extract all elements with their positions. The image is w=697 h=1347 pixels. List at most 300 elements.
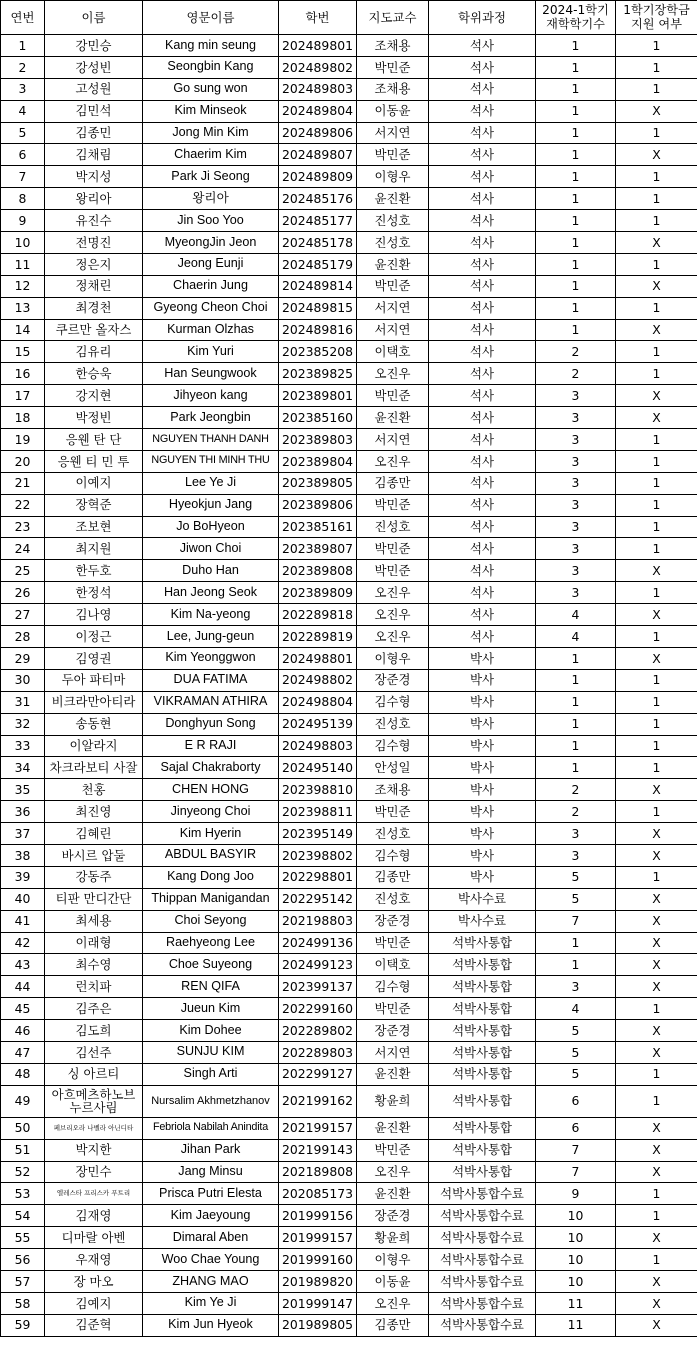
cell-english-name: Jeong Eunji [143, 253, 279, 275]
cell-degree: 석박사통합수료 [429, 1205, 536, 1227]
cell-english-name: Han Seungwook [143, 363, 279, 385]
cell-student-id: 202199143 [279, 1139, 357, 1161]
cell-name: 비크라만아티라 [45, 691, 143, 713]
cell-name: 런치파 [45, 976, 143, 998]
cell-degree: 석사 [429, 122, 536, 144]
cell-scholarship: 1 [616, 998, 697, 1020]
cell-student-id: 202389804 [279, 450, 357, 472]
cell-no: 25 [1, 560, 45, 582]
cell-degree: 석사 [429, 560, 536, 582]
cell-english-name: Kim Minseok [143, 100, 279, 122]
cell-no: 23 [1, 516, 45, 538]
cell-no: 6 [1, 144, 45, 166]
cell-name: 최경천 [45, 297, 143, 319]
header-cell-name: 이름 [45, 1, 143, 35]
cell-advisor: 서지연 [357, 297, 429, 319]
cell-scholarship: X [616, 888, 697, 910]
table-row [1, 954, 697, 976]
cell-degree: 석박사통합수료 [429, 1292, 536, 1314]
cell-name: 김재영 [45, 1205, 143, 1227]
cell-advisor: 조채용 [357, 78, 429, 100]
table-row [1, 516, 697, 538]
cell-name: 장혁준 [45, 494, 143, 516]
cell-name: 정은지 [45, 253, 143, 275]
cell-student-id: 202389801 [279, 385, 357, 407]
cell-advisor: 윤진환 [357, 253, 429, 275]
cell-english-name: NGUYEN THI MINH THU [143, 450, 279, 472]
cell-semesters: 1 [536, 954, 616, 976]
cell-name: 김영권 [45, 647, 143, 669]
cell-degree: 석박사통합수료 [429, 1227, 536, 1249]
cell-student-id: 202498802 [279, 669, 357, 691]
table-row [1, 669, 697, 691]
table-row [1, 976, 697, 998]
cell-no: 29 [1, 647, 45, 669]
cell-degree: 석사 [429, 275, 536, 297]
cell-scholarship: 1 [616, 297, 697, 319]
cell-english-name: Sajal Chakraborty [143, 757, 279, 779]
cell-degree: 석박사통합 [429, 1139, 536, 1161]
cell-no: 40 [1, 888, 45, 910]
cell-no: 11 [1, 253, 45, 275]
cell-name: 유진수 [45, 210, 143, 232]
cell-english-name: Go sung won [143, 78, 279, 100]
cell-scholarship: X [616, 604, 697, 626]
cell-scholarship: 1 [616, 472, 697, 494]
cell-semesters: 1 [536, 319, 616, 341]
cell-scholarship: X [616, 1020, 697, 1042]
cell-semesters: 3 [536, 976, 616, 998]
cell-no: 9 [1, 210, 45, 232]
cell-semesters: 10 [536, 1205, 616, 1227]
cell-semesters: 3 [536, 844, 616, 866]
cell-no: 56 [1, 1249, 45, 1271]
table-row [1, 801, 697, 823]
cell-student-id: 202499136 [279, 932, 357, 954]
cell-no: 5 [1, 122, 45, 144]
cell-scholarship: 1 [616, 713, 697, 735]
table-row [1, 319, 697, 341]
table-row [1, 385, 697, 407]
cell-degree: 석사 [429, 232, 536, 254]
header-cell-advisor: 지도교수 [357, 1, 429, 35]
table-row [1, 407, 697, 429]
cell-semesters: 2 [536, 779, 616, 801]
cell-student-id: 202485177 [279, 210, 357, 232]
cell-english-name: Febriola Nabilah Anindita [143, 1117, 279, 1139]
table-row [1, 1020, 697, 1042]
cell-degree: 석박사통합수료 [429, 1249, 536, 1271]
cell-scholarship: 1 [616, 1183, 697, 1205]
cell-degree: 석박사통합 [429, 1117, 536, 1139]
cell-scholarship: 1 [616, 341, 697, 363]
cell-degree: 석사 [429, 253, 536, 275]
cell-student-id: 202389809 [279, 582, 357, 604]
cell-semesters: 1 [536, 210, 616, 232]
cell-degree: 박사 [429, 866, 536, 888]
cell-semesters: 9 [536, 1183, 616, 1205]
cell-student-id: 202489804 [279, 100, 357, 122]
table-row [1, 1270, 697, 1292]
cell-english-name: Han Jeong Seok [143, 582, 279, 604]
cell-student-id: 201999156 [279, 1205, 357, 1227]
table-row [1, 626, 697, 648]
table-row [1, 341, 697, 363]
cell-name: 김채림 [45, 144, 143, 166]
table-row [1, 1249, 697, 1271]
table-row [1, 144, 697, 166]
cell-english-name: Park Jeongbin [143, 407, 279, 429]
cell-degree: 석사 [429, 144, 536, 166]
cell-no: 53 [1, 1183, 45, 1205]
cell-english-name: Kim Dohee [143, 1020, 279, 1042]
cell-english-name: Woo Chae Young [143, 1249, 279, 1271]
table-row [1, 757, 697, 779]
cell-advisor: 이형우 [357, 1249, 429, 1271]
cell-semesters: 5 [536, 888, 616, 910]
table-row [1, 363, 697, 385]
cell-advisor: 김종만 [357, 866, 429, 888]
cell-english-name: Kim Na-yeong [143, 604, 279, 626]
header-cell-no: 연번 [1, 1, 45, 35]
cell-english-name: ABDUL BASYIR [143, 844, 279, 866]
cell-name: 응웬 티 민 투 [45, 450, 143, 472]
header-cell-scholarship: 1학기장학금 지원 여부 [616, 1, 697, 35]
cell-student-id: 202298801 [279, 866, 357, 888]
cell-advisor: 장준경 [357, 1020, 429, 1042]
cell-english-name: Lee, Jung-geun [143, 626, 279, 648]
cell-name: 김민석 [45, 100, 143, 122]
cell-no: 3 [1, 78, 45, 100]
cell-english-name: Jang Minsu [143, 1161, 279, 1183]
cell-degree: 박사 [429, 801, 536, 823]
cell-advisor: 진성호 [357, 713, 429, 735]
cell-no: 31 [1, 691, 45, 713]
cell-name: 차크라보티 사잘 [45, 757, 143, 779]
cell-english-name: DUA FATIMA [143, 669, 279, 691]
cell-scholarship: 1 [616, 538, 697, 560]
table-row [1, 538, 697, 560]
table-row [1, 35, 697, 57]
cell-scholarship: X [616, 275, 697, 297]
cell-student-id: 202389808 [279, 560, 357, 582]
cell-student-id: 201999160 [279, 1249, 357, 1271]
cell-no: 41 [1, 910, 45, 932]
table-row [1, 297, 697, 319]
cell-degree: 석사 [429, 56, 536, 78]
cell-name: 한정석 [45, 582, 143, 604]
cell-advisor: 장준경 [357, 1205, 429, 1227]
cell-scholarship: X [616, 1227, 697, 1249]
cell-student-id: 202389825 [279, 363, 357, 385]
cell-english-name: Kim Ye Ji [143, 1292, 279, 1314]
cell-name: 최진영 [45, 801, 143, 823]
cell-no: 18 [1, 407, 45, 429]
cell-english-name: Jihyeon kang [143, 385, 279, 407]
cell-name: 정채린 [45, 275, 143, 297]
cell-scholarship: X [616, 910, 697, 932]
cell-advisor: 김수형 [357, 691, 429, 713]
cell-advisor: 오진우 [357, 604, 429, 626]
cell-scholarship: X [616, 319, 697, 341]
table-row [1, 823, 697, 845]
cell-advisor: 황윤희 [357, 1227, 429, 1249]
cell-no: 42 [1, 932, 45, 954]
cell-no: 54 [1, 1205, 45, 1227]
cell-advisor: 오진우 [357, 582, 429, 604]
cell-advisor: 윤진환 [357, 1183, 429, 1205]
cell-student-id: 202199157 [279, 1117, 357, 1139]
cell-advisor: 박민준 [357, 56, 429, 78]
cell-name: 페브리오라 나벨라 아닌디타 [45, 1117, 143, 1139]
cell-semesters: 1 [536, 297, 616, 319]
cell-advisor: 진성호 [357, 232, 429, 254]
cell-semesters: 3 [536, 516, 616, 538]
cell-no: 58 [1, 1292, 45, 1314]
cell-scholarship: 1 [616, 363, 697, 385]
cell-degree: 박사 [429, 757, 536, 779]
cell-degree: 박사수료 [429, 888, 536, 910]
cell-degree: 석사 [429, 429, 536, 451]
cell-semesters: 1 [536, 757, 616, 779]
cell-student-id: 202398811 [279, 801, 357, 823]
cell-advisor: 이형우 [357, 166, 429, 188]
cell-scholarship: X [616, 1270, 697, 1292]
cell-name: 이알라지 [45, 735, 143, 757]
cell-degree: 박사수료 [429, 910, 536, 932]
table-row [1, 78, 697, 100]
cell-student-id: 202489814 [279, 275, 357, 297]
cell-advisor: 이동윤 [357, 1270, 429, 1292]
cell-english-name: Nursalim Akhmetzhanov [143, 1085, 279, 1117]
cell-no: 30 [1, 669, 45, 691]
header-cell-student-id: 학번 [279, 1, 357, 35]
cell-advisor: 조채용 [357, 779, 429, 801]
cell-english-name: Hyeokjun Jang [143, 494, 279, 516]
cell-student-id: 202295142 [279, 888, 357, 910]
table-row [1, 1183, 697, 1205]
cell-student-id: 202489815 [279, 297, 357, 319]
cell-student-id: 201999147 [279, 1292, 357, 1314]
table-row [1, 1117, 697, 1139]
cell-no: 59 [1, 1314, 45, 1336]
cell-degree: 석박사통합 [429, 1041, 536, 1063]
table-row [1, 56, 697, 78]
cell-name: 최수영 [45, 954, 143, 976]
cell-student-id: 202289818 [279, 604, 357, 626]
cell-student-id: 202085173 [279, 1183, 357, 1205]
cell-student-id: 202485179 [279, 253, 357, 275]
cell-scholarship: X [616, 932, 697, 954]
cell-advisor: 김수형 [357, 844, 429, 866]
cell-advisor: 김수형 [357, 735, 429, 757]
cell-advisor: 오진우 [357, 1292, 429, 1314]
cell-student-id: 202289803 [279, 1041, 357, 1063]
cell-student-id: 202289802 [279, 1020, 357, 1042]
cell-advisor: 진성호 [357, 823, 429, 845]
cell-degree: 박사 [429, 669, 536, 691]
cell-english-name: 왕리아 [143, 188, 279, 210]
cell-student-id: 202489816 [279, 319, 357, 341]
cell-advisor: 박민준 [357, 998, 429, 1020]
cell-name: 이래형 [45, 932, 143, 954]
cell-student-id: 202385160 [279, 407, 357, 429]
cell-degree: 박사 [429, 713, 536, 735]
cell-degree: 석사 [429, 100, 536, 122]
cell-degree: 석사 [429, 604, 536, 626]
cell-scholarship: X [616, 954, 697, 976]
cell-english-name: Kim Jaeyoung [143, 1205, 279, 1227]
cell-scholarship: X [616, 976, 697, 998]
cell-scholarship: X [616, 232, 697, 254]
table-row [1, 779, 697, 801]
cell-name: 아흐메츠하노브 누르사림 [45, 1085, 143, 1117]
cell-no: 57 [1, 1270, 45, 1292]
cell-name: 디마랄 아벤 [45, 1227, 143, 1249]
cell-name: 박지한 [45, 1139, 143, 1161]
cell-english-name: Choe Suyeong [143, 954, 279, 976]
cell-english-name: Jinyeong Choi [143, 801, 279, 823]
cell-no: 2 [1, 56, 45, 78]
cell-english-name: REN QIFA [143, 976, 279, 998]
cell-degree: 석박사통합 [429, 1085, 536, 1117]
cell-advisor: 오진우 [357, 1161, 429, 1183]
cell-scholarship: X [616, 560, 697, 582]
cell-advisor: 김종만 [357, 472, 429, 494]
cell-english-name: Jihan Park [143, 1139, 279, 1161]
cell-no: 37 [1, 823, 45, 845]
cell-name: 김나영 [45, 604, 143, 626]
cell-semesters: 1 [536, 669, 616, 691]
cell-scholarship: X [616, 823, 697, 845]
cell-degree: 석사 [429, 472, 536, 494]
cell-degree: 박사 [429, 779, 536, 801]
cell-no: 47 [1, 1041, 45, 1063]
cell-student-id: 202299160 [279, 998, 357, 1020]
cell-scholarship: 1 [616, 669, 697, 691]
table-row [1, 604, 697, 626]
cell-advisor: 오진우 [357, 363, 429, 385]
cell-semesters: 1 [536, 100, 616, 122]
table-row [1, 910, 697, 932]
cell-student-id: 202398802 [279, 844, 357, 866]
cell-advisor: 윤진환 [357, 1063, 429, 1085]
cell-scholarship: 1 [616, 735, 697, 757]
cell-advisor: 김수형 [357, 976, 429, 998]
cell-scholarship: 1 [616, 1249, 697, 1271]
cell-english-name: Jo BoHyeon [143, 516, 279, 538]
cell-no: 26 [1, 582, 45, 604]
cell-student-id: 202399137 [279, 976, 357, 998]
cell-semesters: 4 [536, 626, 616, 648]
cell-semesters: 11 [536, 1292, 616, 1314]
cell-advisor: 서지연 [357, 429, 429, 451]
cell-scholarship: X [616, 1161, 697, 1183]
cell-scholarship: 1 [616, 56, 697, 78]
cell-english-name: Chaerin Jung [143, 275, 279, 297]
cell-student-id: 202495140 [279, 757, 357, 779]
cell-semesters: 5 [536, 866, 616, 888]
cell-advisor: 박민준 [357, 932, 429, 954]
cell-semesters: 3 [536, 429, 616, 451]
cell-english-name: NGUYEN THANH DANH [143, 429, 279, 451]
cell-student-id: 201989805 [279, 1314, 357, 1336]
cell-no: 28 [1, 626, 45, 648]
table-row [1, 472, 697, 494]
cell-english-name: Chaerim Kim [143, 144, 279, 166]
cell-student-id: 202489803 [279, 78, 357, 100]
cell-scholarship: 1 [616, 691, 697, 713]
table-row [1, 691, 697, 713]
cell-degree: 석박사통합 [429, 998, 536, 1020]
cell-semesters: 1 [536, 647, 616, 669]
cell-semesters: 7 [536, 1161, 616, 1183]
table-row [1, 560, 697, 582]
table-row [1, 1085, 697, 1117]
cell-advisor: 박민준 [357, 144, 429, 166]
cell-no: 50 [1, 1117, 45, 1139]
cell-semesters: 3 [536, 538, 616, 560]
table-body [1, 35, 697, 1337]
cell-no: 16 [1, 363, 45, 385]
cell-degree: 석사 [429, 35, 536, 57]
cell-no: 43 [1, 954, 45, 976]
cell-student-id: 202489802 [279, 56, 357, 78]
cell-english-name: Park Ji Seong [143, 166, 279, 188]
cell-english-name: Donghyun Song [143, 713, 279, 735]
cell-semesters: 1 [536, 932, 616, 954]
table-row [1, 253, 697, 275]
cell-advisor: 이택호 [357, 954, 429, 976]
cell-scholarship: X [616, 100, 697, 122]
cell-no: 19 [1, 429, 45, 451]
cell-english-name: Gyeong Cheon Choi [143, 297, 279, 319]
cell-semesters: 2 [536, 341, 616, 363]
cell-english-name: MyeongJin Jeon [143, 232, 279, 254]
cell-degree: 석사 [429, 582, 536, 604]
cell-scholarship: X [616, 1117, 697, 1139]
table-row [1, 1292, 697, 1314]
cell-semesters: 1 [536, 275, 616, 297]
cell-scholarship: 1 [616, 188, 697, 210]
cell-name: 강민승 [45, 35, 143, 57]
cell-scholarship: X [616, 1139, 697, 1161]
table-row [1, 582, 697, 604]
cell-semesters: 3 [536, 450, 616, 472]
cell-advisor: 장준경 [357, 910, 429, 932]
cell-english-name: Kurman Olzhas [143, 319, 279, 341]
cell-name: 김준혁 [45, 1314, 143, 1336]
cell-student-id: 202398810 [279, 779, 357, 801]
cell-english-name: Singh Arti [143, 1063, 279, 1085]
cell-name: 조보현 [45, 516, 143, 538]
cell-semesters: 10 [536, 1270, 616, 1292]
cell-student-id: 201989820 [279, 1270, 357, 1292]
table-row [1, 100, 697, 122]
cell-name: 김예지 [45, 1292, 143, 1314]
cell-semesters: 2 [536, 801, 616, 823]
cell-english-name: Duho Han [143, 560, 279, 582]
cell-semesters: 5 [536, 1063, 616, 1085]
cell-scholarship: 1 [616, 210, 697, 232]
cell-semesters: 3 [536, 823, 616, 845]
cell-degree: 석사 [429, 341, 536, 363]
header-cell-semesters: 2024-1학기 재학학기수 [536, 1, 616, 35]
cell-semesters: 1 [536, 253, 616, 275]
cell-advisor: 윤진환 [357, 407, 429, 429]
cell-degree: 석박사통합수료 [429, 1270, 536, 1292]
table-row [1, 1161, 697, 1183]
